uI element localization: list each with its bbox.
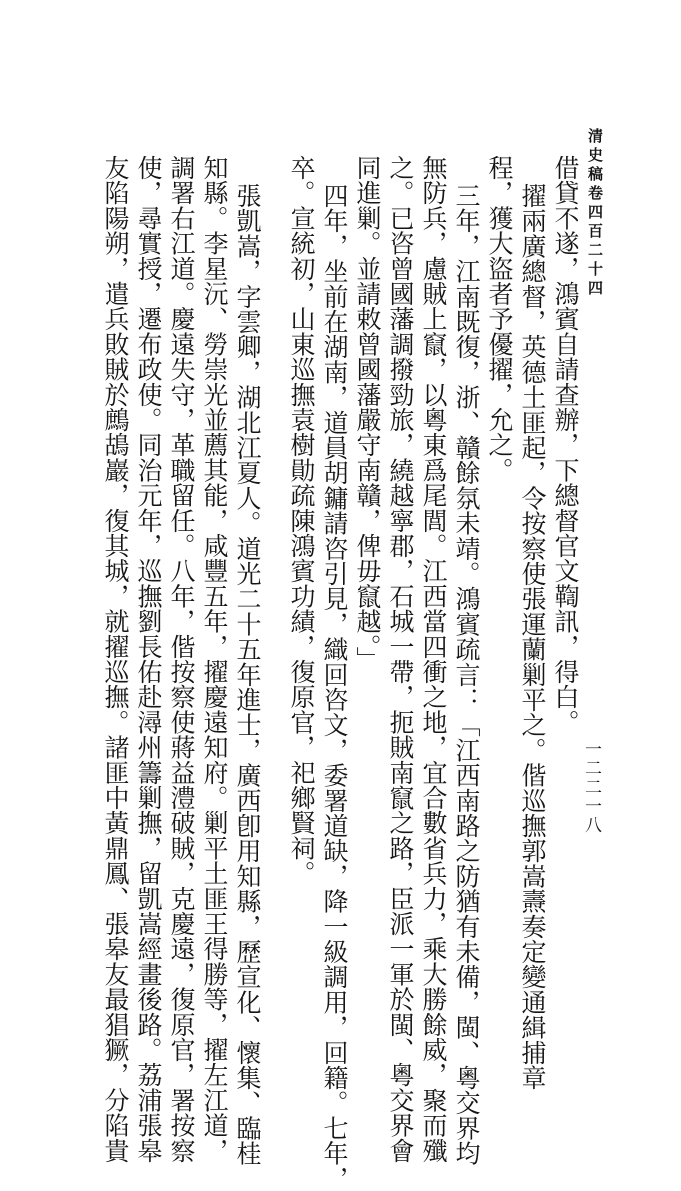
text-column-13: 使，尋實授，遷布政使。同治元年，巡撫劉長佑赴潯州籌剿撫，留凱嵩經畫後路。荔浦張皋 bbox=[134, 155, 163, 1163]
text-column-6: 之。已咨曾國藩調撥勁旅，繞越寧郡，石城一帶，扼賊南竄之路，臣派一軍於閩、粵交界會 bbox=[386, 155, 415, 1163]
text-column-1: 借貸不遂，鴻賓自請查辦，下總督官文鞫訊，得白。 bbox=[551, 155, 580, 735]
text-column-2: 擢兩廣總督，英德土匪起，令按察使張運蘭剿平之。偕巡撫郭嵩燾奏定變通緝捕章 bbox=[518, 183, 547, 1091]
text-column-9: 卒。宣統初，山東巡撫袁樹勛疏陳鴻賓功績，復原官，祀鄉賢祠。 bbox=[287, 155, 316, 886]
running-header-title: 清史稿卷四百二十四 bbox=[586, 128, 604, 299]
text-column-14: 友陷陽朔，遣兵敗賊於鷓鴣巖，復其城，就擢巡撫。諸匪中黃鼎鳳、張皋友最猖獗，分陷貴 bbox=[101, 155, 130, 1163]
text-column-8: 四年，坐前在湖南，道員胡鏞請咨引見，織回咨文，委署道缺，降一級調用，回籍。七年， bbox=[320, 183, 349, 1191]
text-column-5: 無防兵，慮賊上竄，以粵東爲尾閭。江西當四衝之地，宜合數省兵力，乘大勝餘威，聚而殲 bbox=[419, 155, 448, 1163]
page-number: 一二二一八 bbox=[581, 740, 601, 835]
text-column-12: 調署右江道。慶遠失守，革職留任。八年，偕按察使蔣益澧破賊，克慶遠，復原官，署按察 bbox=[167, 155, 196, 1163]
text-column-4: 三年，江南既復，浙、贛餘氛未靖。鴻賓疏言：「江西南路之防猶有未備，閩、粵交界均 bbox=[452, 183, 481, 1166]
text-column-10: 張凱嵩，字雲卿，湖北江夏人。道光二十五年進士，廣西卽用知縣，歷宣化、懷集、臨桂 bbox=[233, 183, 262, 1166]
text-column-7: 同進剿。並請敕曾國藩嚴守南贛，俾毋竄越。」 bbox=[353, 155, 382, 672]
text-column-3: 程，獲大盜者予優擢，允之。 bbox=[485, 155, 514, 483]
text-column-11: 知縣。李星沅、勞崇光並薦其能，咸豐五年，擢慶遠知府。剿平土匪王得勝等，擢左江道， bbox=[200, 155, 229, 1163]
